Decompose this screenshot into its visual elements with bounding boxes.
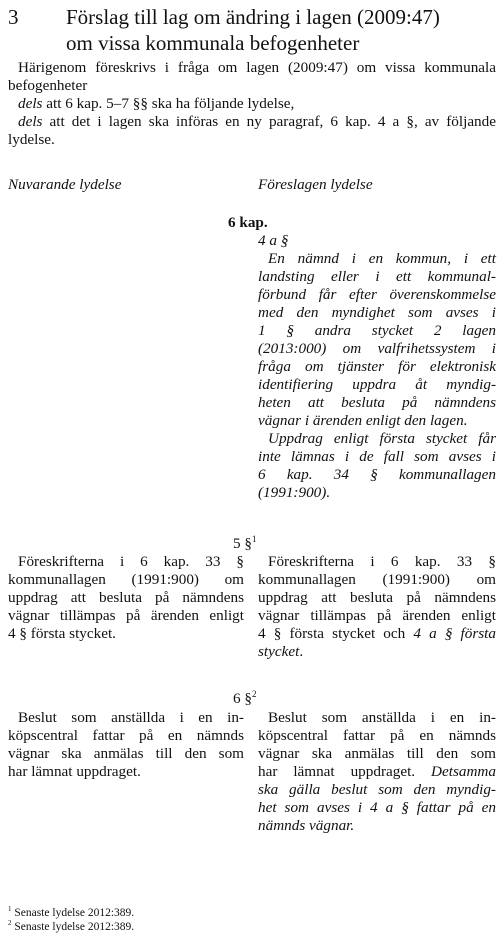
section-4a-label: 4 a § bbox=[258, 232, 289, 249]
section-6-label bbox=[233, 690, 256, 708]
intro-line: befogenheter bbox=[8, 77, 88, 94]
text-line: vägnar i ärenden enligt den lagen. bbox=[258, 412, 468, 429]
column-header-current: Nuvarande lydelse bbox=[8, 176, 122, 193]
text-line: En nämnd i en kommun, i ett bbox=[268, 250, 496, 267]
text-line: Beslut som anställda i en in- bbox=[268, 709, 496, 726]
text-line: heten att besluta på nämndens bbox=[258, 394, 496, 411]
text-line: köpscentral fattar på en nämnds bbox=[258, 727, 496, 744]
text-line: uppdrag att besluta på nämndens bbox=[258, 589, 496, 606]
dels-word: dels bbox=[18, 113, 43, 130]
text-line: ska gälla beslut som den myndig- bbox=[258, 781, 496, 798]
section-label-text: 6 § bbox=[233, 690, 252, 707]
document-title-line-1: Förslag till lag om ändring i lagen (2009:47) bbox=[66, 5, 440, 29]
footnote-number: 2 bbox=[8, 919, 12, 928]
text-line: har lämnat uppdraget. bbox=[8, 763, 141, 780]
text-line: inte lämnas i de fall som avses i bbox=[258, 448, 496, 465]
text-line: kommunallagen (1991:900) om bbox=[258, 571, 496, 588]
footnote-ref: 1 bbox=[251, 533, 257, 544]
text-line: nämnds vägnar. bbox=[258, 817, 355, 834]
section-4a-paragraph-2 bbox=[258, 430, 496, 502]
column-header-proposed: Föreslagen lydelse bbox=[258, 176, 373, 193]
text-span: 4 § första stycket och bbox=[258, 625, 414, 642]
section-4a-paragraph-1 bbox=[258, 250, 496, 430]
text-line: identifiering uppdra åt myndig- bbox=[258, 376, 496, 393]
section-5-proposed-text bbox=[258, 553, 496, 661]
text-line: Föreskrifterna i 6 kap. 33 § bbox=[18, 553, 244, 570]
intro-line: Härigenom föreskrivs i fråga om lagen (2009:47) om vissa kommunala bbox=[18, 59, 496, 76]
text-line: 4 § första stycket. bbox=[8, 625, 116, 642]
amendment-span: stycket bbox=[258, 643, 300, 660]
text-line: vägnar ska anmälas till den som bbox=[8, 745, 244, 762]
text-line: Uppdrag enligt första stycket får bbox=[268, 430, 496, 447]
section-number: 3 bbox=[8, 5, 19, 29]
text-span: . bbox=[299, 643, 304, 660]
amendment-span: 4 a § första bbox=[413, 625, 496, 642]
dels-text: att det i lagen ska införas en ny paragraf, 6 kap. 4 a §, av följande bbox=[42, 113, 496, 130]
text-line: fråga om tjänster för elektronisk bbox=[258, 358, 496, 375]
footnote-text: Senaste lydelse 2012:389. bbox=[11, 907, 135, 919]
section-6-current-text bbox=[8, 709, 244, 781]
footnote-ref: 2 bbox=[251, 688, 257, 699]
dels-word: dels bbox=[18, 95, 43, 112]
section-5-label bbox=[233, 535, 256, 553]
text-span: har lämnat uppdraget. bbox=[258, 763, 432, 780]
section-5-current-text bbox=[8, 553, 244, 643]
footnote-1 bbox=[8, 906, 134, 920]
text-line: 6 kap. 34 § kommunallagen bbox=[258, 466, 496, 483]
text-line: landsting eller i ett kommunal- bbox=[258, 268, 496, 285]
text-line: vägnar ska anmälas till den som bbox=[258, 745, 496, 762]
intro-line: lydelse. bbox=[8, 131, 55, 148]
amendment-span: Detsamma bbox=[431, 763, 496, 780]
section-label-text: 5 § bbox=[233, 535, 252, 552]
text-line: (1991:900). bbox=[258, 484, 331, 501]
text-line: 1 § andra stycket 2 lagen bbox=[258, 322, 496, 339]
text-line: Beslut som anställda i en in- bbox=[18, 709, 244, 726]
text-line: förbund får efter överenskommelse bbox=[258, 286, 496, 303]
document-title-line-2: om vissa kommunala befogenheter bbox=[66, 31, 360, 55]
text-line: uppdrag att besluta på nämndens bbox=[8, 589, 244, 606]
text-line: köpscentral fattar på en nämnds bbox=[8, 727, 244, 744]
text-line: vägnar tillämpas på ärenden enligt bbox=[258, 607, 496, 624]
footnote-number: 1 bbox=[8, 905, 12, 914]
footnote-2 bbox=[8, 920, 134, 934]
footnote-text: Senaste lydelse 2012:389. bbox=[11, 921, 135, 933]
text-line: Föreskrifterna i 6 kap. 33 § bbox=[268, 553, 496, 570]
text-line: (2013:000) om valfrihetssystem i bbox=[258, 340, 496, 357]
dels-text: att 6 kap. 5–7 §§ ska ha följande lydelse, bbox=[42, 95, 295, 112]
intro-dels-1 bbox=[8, 95, 496, 113]
text-line: kommunallagen (1991:900) om bbox=[8, 571, 244, 588]
chapter-label: 6 kap. bbox=[228, 214, 268, 231]
text-line: het som avses i 4 a § fattar på en bbox=[258, 799, 496, 816]
text-line bbox=[258, 643, 496, 661]
text-line bbox=[258, 625, 496, 643]
section-6-proposed-text bbox=[258, 709, 496, 835]
text-line: med den myndighet som avses i bbox=[258, 304, 496, 321]
intro-paragraph bbox=[8, 59, 496, 149]
text-line: vägnar tillämpas på ärenden enligt bbox=[8, 607, 244, 624]
text-line bbox=[258, 763, 496, 781]
intro-dels-2 bbox=[8, 113, 496, 131]
